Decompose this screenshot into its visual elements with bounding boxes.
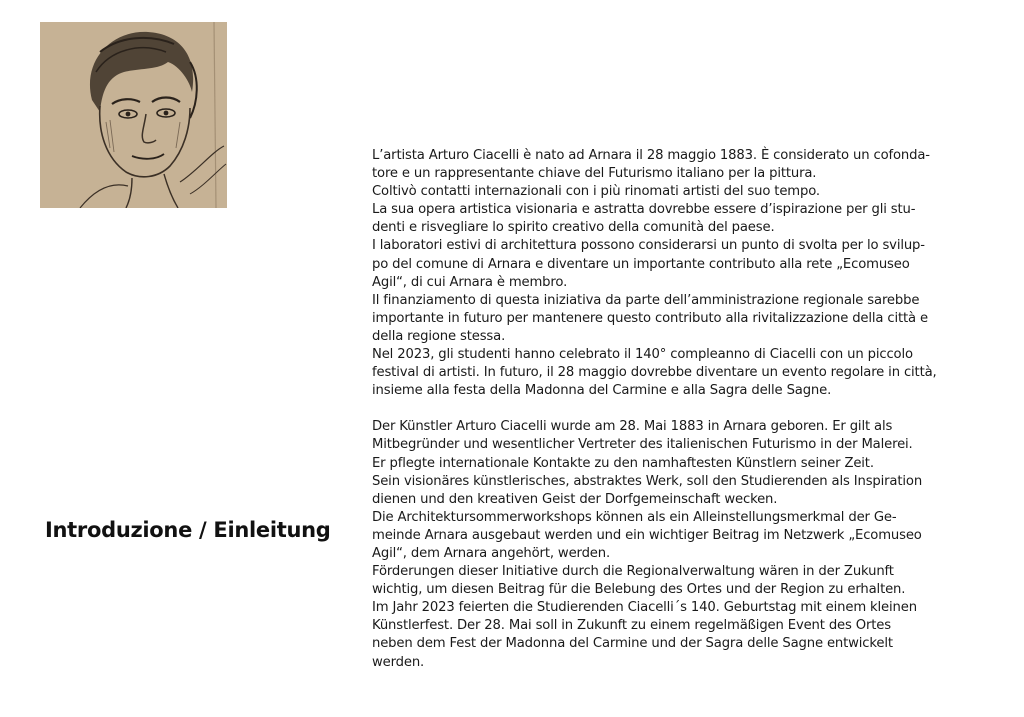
portrait-sketch-drawing [40,22,227,208]
italian-text-line: importante in futuro per mantenere questo contributo alla rivitalizzazione della città e [372,310,928,326]
italian-text-line: denti e risvegliare lo spirito creativo della comunità del paese. [372,220,775,236]
german-text-line: Er pflegte internationale Kontakte zu den namhaftesten Künstlern seiner Zeit. [372,455,874,471]
german-text-line: werden. [372,654,425,670]
german-text-line: wichtig, um diesen Beitrag für die Belebung des Ortes und der Region zu erhalten. [372,582,906,598]
german-text-line: Im Jahr 2023 feierten die Studierenden Ciacelli´s 140. Geburtstag mit einem kleinen [372,600,917,616]
german-text-line: Der Künstler Arturo Ciacelli wurde am 28. Mai 1883 in Arnara geboren. Er gilt als [372,419,893,435]
paragraph-gap [372,400,978,418]
italian-text-block [372,147,978,400]
italian-text-line: po del comune di Arnara e diventare un importante contributo alla rete „Ecomuseo [372,256,910,272]
italian-text-line: tore e un rappresentante chiave del Futurismo italiano per la pittura. [372,166,817,182]
italian-text-line: L’artista Arturo Ciacelli è nato ad Arnara il 28 maggio 1883. È considerato un cofonda- [372,148,930,163]
italian-text-line: Nel 2023, gli studenti hanno celebrato il 140° compleanno di Ciacelli con un piccolo [372,347,913,363]
german-text-line: Künstlerfest. Der 28. Mai soll in Zukunft zu einem regelmäßigen Event des Ortes [372,618,891,634]
italian-text-line: Coltivò contatti internazionali con i più rinomati artisti del suo tempo. [372,184,820,200]
italian-text-line: festival di artisti. In futuro, il 28 maggio dovrebbe diventare un evento regolare in città, [372,365,937,381]
italian-text-line: I laboratori estivi di architettura possono considerarsi un punto di svolta per lo svilup- [372,238,925,254]
body-text-column [372,147,978,672]
italian-text-line: La sua opera artistica visionaria e astratta dovrebbe essere d’ispirazione per gli stu- [372,202,916,218]
german-text-block [372,418,978,671]
portrait-sketch-image [40,22,227,208]
german-text-line: neben dem Fest der Madonna del Carmine und der Sagra delle Sagne entwickelt [372,636,893,652]
italian-text-line: insieme alla festa della Madonna del Carmine e alla Sagra delle Sagne. [372,383,832,399]
german-text-line: dienen und den kreativen Geist der Dorfgemeinschaft wecken. [372,491,778,507]
italian-text-line: Il finanziamento di questa iniziativa da parte dell’amministrazione regionale sarebbe [372,292,920,308]
german-text-line: meinde Arnara ausgebaut werden und ein wichtiger Beitrag im Netzwerk „Ecomuseo [372,527,922,543]
italian-text-line: della regione stessa. [372,328,506,344]
german-text-line: Mitbegründer und wesentlicher Vertreter des italienischen Futurismo in der Malerei. [372,437,913,453]
section-title: Introduzione / Einleitung [45,518,331,542]
german-text-line: Förderungen dieser Initiative durch die Regionalverwaltung wären in der Zukunft [372,564,894,580]
italian-text-line: Agil“, di cui Arnara è membro. [372,274,568,290]
german-text-line: Agil“, dem Arnara angehört, werden. [372,545,611,561]
german-text-line: Die Architektursommerworkshops können als ein Alleinstellungsmerkmal der Ge- [372,509,897,525]
german-text-line: Sein visionäres künstlerisches, abstraktes Werk, soll den Studierenden als Inspiration [372,473,923,489]
